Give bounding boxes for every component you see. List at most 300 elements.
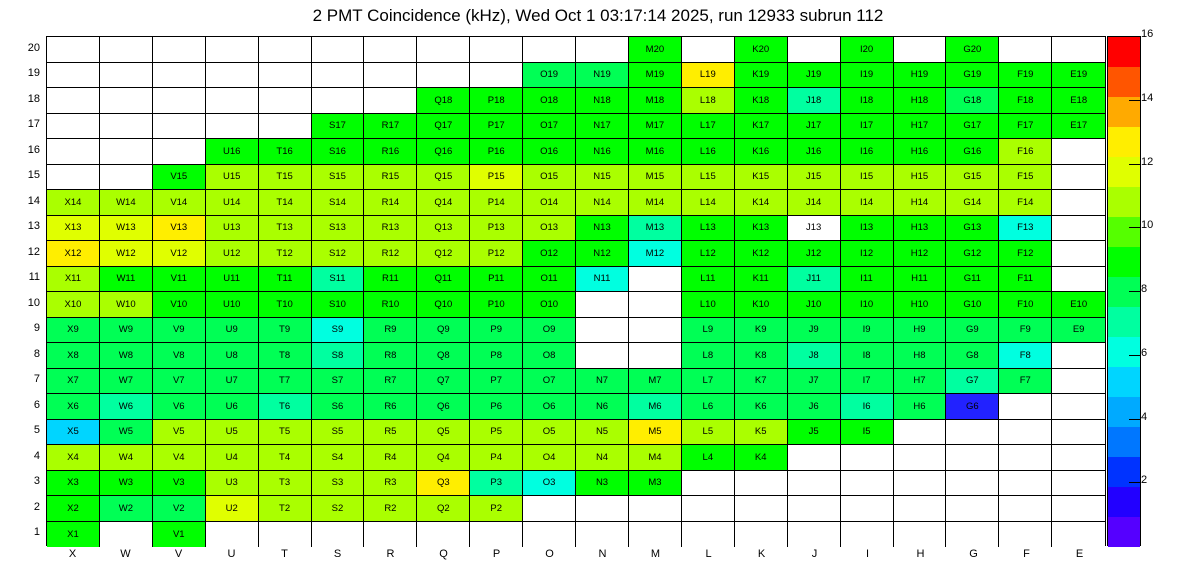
heatmap-cell bbox=[206, 88, 259, 114]
heatmap-cell-label: J8 bbox=[808, 349, 819, 361]
heatmap-cell bbox=[47, 165, 100, 191]
heatmap-cell-label: W2 bbox=[118, 502, 133, 514]
heatmap-row bbox=[47, 522, 1105, 548]
heatmap-cell bbox=[735, 471, 788, 497]
heatmap-cell bbox=[47, 496, 100, 522]
heatmap-cell-label: P14 bbox=[487, 196, 505, 208]
heatmap-cell bbox=[312, 37, 365, 63]
heatmap-cell bbox=[735, 37, 788, 63]
heatmap-cell-label: U15 bbox=[222, 171, 241, 183]
heatmap-cell-label: R16 bbox=[381, 145, 400, 157]
heatmap-cell bbox=[364, 522, 417, 548]
heatmap-cell bbox=[153, 267, 206, 293]
heatmap-cell-label: S8 bbox=[331, 349, 344, 361]
heatmap-cell-label: K19 bbox=[752, 69, 770, 81]
heatmap-cell-label: V2 bbox=[172, 502, 185, 514]
heatmap-cell-label: W8 bbox=[118, 349, 133, 361]
heatmap-cell bbox=[999, 139, 1052, 165]
heatmap-cell bbox=[312, 114, 365, 140]
x-axis-tick-label: N bbox=[598, 548, 607, 560]
heatmap-cell bbox=[312, 522, 365, 548]
heatmap-cell-label: U2 bbox=[225, 502, 238, 514]
heatmap-cell bbox=[841, 318, 894, 344]
heatmap-cell bbox=[999, 496, 1052, 522]
heatmap-cell bbox=[47, 394, 100, 420]
heatmap-cell bbox=[312, 496, 365, 522]
colorbar-tick-mark bbox=[1129, 419, 1141, 420]
heatmap-cell-label: H9 bbox=[913, 324, 926, 336]
heatmap-row bbox=[47, 241, 1105, 267]
heatmap-cell-label: I18 bbox=[859, 94, 874, 106]
heatmap-cell-label: J6 bbox=[808, 400, 819, 412]
heatmap-cell bbox=[999, 292, 1052, 318]
heatmap-cell bbox=[470, 522, 523, 548]
heatmap-cell bbox=[1052, 420, 1105, 446]
heatmap-cell-label: T9 bbox=[279, 324, 291, 336]
heatmap-row bbox=[47, 88, 1105, 114]
heatmap-cell bbox=[153, 292, 206, 318]
heatmap-cell bbox=[735, 267, 788, 293]
heatmap-cell bbox=[788, 114, 841, 140]
heatmap-cell-label: Q17 bbox=[434, 120, 453, 132]
heatmap-cell bbox=[894, 139, 947, 165]
heatmap-cell bbox=[576, 292, 629, 318]
colorbar-tick-label: 4 bbox=[1141, 410, 1148, 423]
heatmap-cell bbox=[576, 190, 629, 216]
colorbar-segment bbox=[1108, 307, 1140, 337]
heatmap-cell bbox=[735, 190, 788, 216]
heatmap-cell-label: S6 bbox=[331, 400, 344, 412]
heatmap-cell bbox=[523, 37, 576, 63]
heatmap-row bbox=[47, 139, 1105, 165]
y-axis-tick-label: 16 bbox=[27, 143, 40, 156]
heatmap-cell bbox=[206, 216, 259, 242]
heatmap-cell bbox=[629, 88, 682, 114]
heatmap-cell-label: X11 bbox=[64, 273, 82, 285]
heatmap-cell bbox=[576, 471, 629, 497]
heatmap-cell-label: H11 bbox=[911, 273, 928, 285]
heatmap-cell bbox=[417, 445, 470, 471]
heatmap-cell bbox=[100, 343, 153, 369]
heatmap-cell bbox=[894, 522, 947, 548]
heatmap-cell bbox=[417, 292, 470, 318]
heatmap-cell-label: J19 bbox=[805, 69, 822, 81]
heatmap-cell bbox=[788, 343, 841, 369]
heatmap-cell-label: W9 bbox=[118, 324, 133, 336]
heatmap-cell bbox=[946, 267, 999, 293]
heatmap-cell-label: S13 bbox=[329, 222, 346, 234]
heatmap-cell bbox=[788, 139, 841, 165]
heatmap-cell bbox=[206, 369, 259, 395]
heatmap-cell bbox=[206, 318, 259, 344]
heatmap-cell-label: S16 bbox=[329, 145, 346, 157]
heatmap-cell bbox=[1052, 88, 1105, 114]
heatmap-cell-label: G11 bbox=[963, 273, 981, 285]
heatmap-cell-label: F17 bbox=[1017, 120, 1034, 132]
heatmap-cell-label: Q5 bbox=[436, 426, 450, 438]
y-axis-tick-label: 18 bbox=[27, 92, 40, 105]
heatmap-cell bbox=[788, 292, 841, 318]
x-axis-tick-label: T bbox=[281, 548, 288, 560]
heatmap-cell bbox=[788, 267, 841, 293]
heatmap-cell-label: L16 bbox=[699, 145, 716, 157]
x-axis-tick-label: X bbox=[68, 548, 77, 560]
heatmap-cell bbox=[946, 37, 999, 63]
heatmap-cell-label: K6 bbox=[754, 400, 767, 412]
heatmap-cell-label: W3 bbox=[118, 477, 133, 489]
heatmap-cell bbox=[682, 292, 735, 318]
heatmap-cell bbox=[841, 394, 894, 420]
heatmap-cell-label: O7 bbox=[542, 375, 556, 387]
heatmap-cell bbox=[312, 63, 365, 89]
heatmap-cell bbox=[417, 37, 470, 63]
colorbar-tick-label: 2 bbox=[1141, 474, 1148, 487]
heatmap-row bbox=[47, 369, 1105, 395]
heatmap-cell-label: K20 bbox=[752, 43, 770, 55]
heatmap-cell-label: L4 bbox=[702, 451, 714, 463]
heatmap-cell bbox=[153, 88, 206, 114]
colorbar-tick-mark bbox=[1129, 227, 1141, 228]
heatmap-cell bbox=[523, 63, 576, 89]
heatmap-cell-label: V5 bbox=[172, 426, 185, 438]
heatmap-cell bbox=[1052, 369, 1105, 395]
heatmap-cell bbox=[682, 88, 735, 114]
heatmap-cell bbox=[312, 139, 365, 165]
heatmap-cell-label: P16 bbox=[487, 145, 505, 157]
heatmap-cell bbox=[1052, 267, 1105, 293]
heatmap-cell bbox=[946, 292, 999, 318]
heatmap-cell-label: Q16 bbox=[434, 145, 453, 157]
heatmap-cell bbox=[312, 420, 365, 446]
heatmap-cell-label: R7 bbox=[384, 375, 397, 387]
heatmap-cell bbox=[100, 496, 153, 522]
heatmap-cell-label: P2 bbox=[490, 502, 503, 514]
heatmap-cell bbox=[999, 394, 1052, 420]
heatmap-cell bbox=[47, 190, 100, 216]
heatmap-cell-label: P6 bbox=[490, 400, 503, 412]
heatmap-cell bbox=[206, 139, 259, 165]
heatmap-cell bbox=[312, 88, 365, 114]
heatmap-cell bbox=[894, 63, 947, 89]
heatmap-cell bbox=[841, 369, 894, 395]
heatmap-cell bbox=[894, 496, 947, 522]
heatmap-cell-label: O14 bbox=[540, 196, 559, 208]
heatmap-cell bbox=[153, 394, 206, 420]
heatmap-cell bbox=[788, 216, 841, 242]
heatmap-cell-label: P11 bbox=[488, 273, 505, 285]
heatmap-cell-label: W4 bbox=[118, 451, 133, 463]
heatmap-cell bbox=[946, 114, 999, 140]
heatmap-cell bbox=[470, 420, 523, 446]
heatmap-cell bbox=[1052, 139, 1105, 165]
heatmap-cell-label: K16 bbox=[752, 145, 770, 157]
heatmap-cell bbox=[153, 496, 206, 522]
heatmap-cell bbox=[470, 114, 523, 140]
heatmap-cell bbox=[682, 190, 735, 216]
heatmap-cell-label: O3 bbox=[542, 477, 556, 489]
heatmap-cell bbox=[946, 241, 999, 267]
heatmap-cell-label: O16 bbox=[540, 145, 559, 157]
heatmap-cell bbox=[364, 394, 417, 420]
heatmap-cell-label: X14 bbox=[64, 196, 82, 208]
heatmap-cell bbox=[735, 114, 788, 140]
heatmap-row bbox=[47, 343, 1105, 369]
heatmap-cell-label: J7 bbox=[808, 375, 819, 387]
heatmap-cell-label: W14 bbox=[116, 196, 136, 208]
heatmap-cell-label: O4 bbox=[542, 451, 556, 463]
heatmap-cell-label: P13 bbox=[487, 222, 505, 234]
heatmap-cell-label: Q6 bbox=[436, 400, 450, 412]
colorbar-segment bbox=[1108, 247, 1140, 277]
heatmap-cell bbox=[999, 420, 1052, 446]
heatmap-cell bbox=[1052, 394, 1105, 420]
heatmap-row bbox=[47, 190, 1105, 216]
heatmap-cell bbox=[523, 216, 576, 242]
heatmap-cell bbox=[523, 241, 576, 267]
heatmap-cell-label: Q9 bbox=[436, 324, 450, 336]
heatmap-cell bbox=[100, 292, 153, 318]
heatmap-cell-label: V14 bbox=[170, 196, 188, 208]
heatmap-cell-label: V4 bbox=[172, 451, 185, 463]
y-axis-tick-label: 10 bbox=[27, 296, 40, 309]
heatmap-cell-label: U9 bbox=[225, 324, 238, 336]
heatmap-cell bbox=[312, 267, 365, 293]
heatmap-cell bbox=[946, 420, 999, 446]
heatmap-cell bbox=[735, 420, 788, 446]
heatmap-cell-label: K18 bbox=[752, 94, 770, 106]
heatmap-cell-label: M15 bbox=[645, 171, 665, 183]
heatmap-cell bbox=[523, 88, 576, 114]
heatmap-cell bbox=[629, 394, 682, 420]
heatmap-cell-label: I9 bbox=[862, 324, 871, 336]
heatmap-cell bbox=[894, 292, 947, 318]
heatmap-cell-label: M3 bbox=[648, 477, 662, 489]
heatmap-cell bbox=[259, 369, 312, 395]
heatmap-cell-label: J11 bbox=[806, 273, 821, 285]
heatmap-row bbox=[47, 37, 1105, 63]
heatmap-cell bbox=[259, 63, 312, 89]
heatmap-cell bbox=[312, 471, 365, 497]
heatmap-cell-label: P7 bbox=[490, 375, 503, 387]
heatmap-cell-label: F13 bbox=[1017, 222, 1034, 234]
heatmap-cell-label: G13 bbox=[963, 222, 982, 234]
heatmap-cell bbox=[523, 292, 576, 318]
heatmap-cell bbox=[153, 63, 206, 89]
heatmap-cell-label: H13 bbox=[910, 222, 929, 234]
heatmap-cell bbox=[153, 471, 206, 497]
heatmap-cell-label: R6 bbox=[384, 400, 397, 412]
heatmap-cell bbox=[153, 369, 206, 395]
heatmap-cell bbox=[841, 190, 894, 216]
heatmap-cell-label: O11 bbox=[540, 273, 558, 285]
heatmap-cell bbox=[259, 37, 312, 63]
heatmap-cell-label: F7 bbox=[1019, 375, 1031, 387]
heatmap-cell bbox=[1052, 165, 1105, 191]
heatmap-cell bbox=[523, 139, 576, 165]
heatmap-cell bbox=[47, 445, 100, 471]
colorbar-segment bbox=[1108, 487, 1140, 517]
heatmap-cell-label: E17 bbox=[1070, 120, 1088, 132]
heatmap-cell-label: N16 bbox=[593, 145, 611, 157]
heatmap-cell-label: S14 bbox=[329, 196, 346, 208]
heatmap-cell bbox=[206, 522, 259, 548]
heatmap-cell-label: W13 bbox=[116, 222, 136, 234]
x-axis-tick-label: U bbox=[227, 548, 236, 560]
heatmap-cell-label: P3 bbox=[490, 477, 503, 489]
heatmap-cell-label: H17 bbox=[910, 120, 929, 132]
heatmap-cell bbox=[999, 445, 1052, 471]
heatmap-cell-label: I12 bbox=[859, 247, 874, 259]
heatmap-cell bbox=[364, 139, 417, 165]
heatmap-cell-label: W10 bbox=[116, 298, 136, 310]
heatmap-cell bbox=[523, 496, 576, 522]
heatmap-cell-label: Q4 bbox=[436, 451, 450, 463]
heatmap-cell bbox=[47, 216, 100, 242]
heatmap-cell bbox=[946, 88, 999, 114]
heatmap-cell-label: R11 bbox=[382, 273, 399, 285]
heatmap-cell bbox=[629, 114, 682, 140]
heatmap-cell bbox=[841, 114, 894, 140]
heatmap-cell-label: M4 bbox=[648, 451, 662, 463]
heatmap-cell-label: L18 bbox=[699, 94, 716, 106]
heatmap-cell-label: E19 bbox=[1070, 69, 1088, 81]
heatmap-cell bbox=[894, 241, 947, 267]
heatmap-cell-label: O12 bbox=[540, 247, 559, 259]
heatmap-cell-label: I11 bbox=[860, 273, 873, 285]
heatmap-cell-label: K12 bbox=[752, 247, 770, 259]
heatmap-cell-label: E9 bbox=[1072, 324, 1085, 336]
heatmap-cell bbox=[1052, 471, 1105, 497]
heatmap-cell bbox=[735, 88, 788, 114]
colorbar-tick-mark bbox=[1129, 355, 1141, 356]
heatmap-cell-label: L12 bbox=[699, 247, 716, 259]
heatmap-cell bbox=[682, 420, 735, 446]
heatmap-cell bbox=[417, 241, 470, 267]
heatmap-cell-label: N5 bbox=[595, 426, 609, 438]
heatmap-cell-label: H12 bbox=[910, 247, 929, 259]
heatmap-cell-label: T11 bbox=[276, 273, 293, 285]
heatmap-cell bbox=[576, 420, 629, 446]
heatmap-cell bbox=[47, 522, 100, 548]
heatmap-cell bbox=[312, 369, 365, 395]
heatmap-cell bbox=[470, 343, 523, 369]
heatmap-cell bbox=[946, 471, 999, 497]
heatmap-cell bbox=[629, 343, 682, 369]
colorbar-tick-mark bbox=[1129, 164, 1141, 165]
heatmap-cell bbox=[470, 88, 523, 114]
heatmap-cell bbox=[946, 190, 999, 216]
heatmap-cell bbox=[206, 471, 259, 497]
heatmap-cell bbox=[894, 190, 947, 216]
y-axis-tick-label: 6 bbox=[33, 398, 40, 411]
heatmap-cell bbox=[788, 496, 841, 522]
heatmap-cell bbox=[206, 190, 259, 216]
heatmap-cell-label: Q7 bbox=[436, 375, 450, 387]
heatmap-cell bbox=[946, 216, 999, 242]
heatmap-cell-label: K4 bbox=[754, 451, 767, 463]
heatmap-cell bbox=[100, 216, 153, 242]
heatmap-cell-label: P17 bbox=[487, 120, 505, 132]
heatmap-cell bbox=[153, 139, 206, 165]
heatmap-cell-label: V6 bbox=[172, 400, 185, 412]
heatmap-cell bbox=[735, 318, 788, 344]
heatmap-cell bbox=[312, 165, 365, 191]
heatmap-cell bbox=[206, 445, 259, 471]
heatmap-cell bbox=[259, 496, 312, 522]
heatmap-cell bbox=[47, 139, 100, 165]
heatmap-cell bbox=[523, 267, 576, 293]
heatmap-cell-label: K8 bbox=[754, 349, 767, 361]
heatmap-cell bbox=[47, 37, 100, 63]
heatmap-cell-label: J5 bbox=[808, 426, 819, 438]
heatmap-cell bbox=[153, 420, 206, 446]
heatmap-cell-label: P8 bbox=[490, 349, 503, 361]
heatmap-cell bbox=[100, 522, 153, 548]
heatmap-cell bbox=[206, 420, 259, 446]
heatmap-cell bbox=[1052, 292, 1105, 318]
heatmap-cell bbox=[153, 190, 206, 216]
heatmap-cell-label: P12 bbox=[487, 247, 505, 259]
y-axis-tick-label: 13 bbox=[27, 220, 40, 233]
heatmap-cell bbox=[206, 496, 259, 522]
heatmap-cell bbox=[100, 394, 153, 420]
heatmap-cell bbox=[206, 165, 259, 191]
y-axis-tick-label: 9 bbox=[33, 322, 40, 335]
heatmap-cell-label: N4 bbox=[595, 451, 609, 463]
heatmap-cell bbox=[1052, 496, 1105, 522]
x-axis-tick-label: K bbox=[757, 548, 766, 560]
heatmap-cell-label: I15 bbox=[859, 171, 874, 183]
heatmap-cell-label: V1 bbox=[172, 528, 185, 540]
heatmap-cell-label: J18 bbox=[805, 94, 822, 106]
heatmap-cell-label: V15 bbox=[170, 171, 188, 183]
heatmap-cell bbox=[312, 292, 365, 318]
heatmap-cell-label: R2 bbox=[384, 502, 397, 514]
heatmap-cell-label: G19 bbox=[963, 69, 982, 81]
x-axis-tick-label: W bbox=[120, 548, 131, 560]
heatmap-cell bbox=[629, 139, 682, 165]
heatmap-row bbox=[47, 165, 1105, 191]
heatmap-cell-label: X13 bbox=[64, 222, 82, 234]
heatmap-cell bbox=[946, 318, 999, 344]
heatmap-cell bbox=[1052, 445, 1105, 471]
heatmap-cell bbox=[735, 63, 788, 89]
heatmap-cell-label: O19 bbox=[540, 69, 559, 81]
heatmap-cell-label: X8 bbox=[67, 349, 79, 361]
heatmap-cell bbox=[735, 445, 788, 471]
heatmap-cell-label: R17 bbox=[381, 120, 400, 132]
heatmap-cell-label: L11 bbox=[700, 273, 716, 285]
heatmap-cell bbox=[894, 369, 947, 395]
heatmap-cell bbox=[417, 496, 470, 522]
heatmap-cell bbox=[682, 216, 735, 242]
heatmap-cell bbox=[364, 292, 417, 318]
heatmap-cell-label: G9 bbox=[966, 324, 979, 336]
heatmap-cell bbox=[523, 165, 576, 191]
heatmap-cell bbox=[629, 165, 682, 191]
heatmap-cell bbox=[999, 190, 1052, 216]
heatmap-cell bbox=[1052, 318, 1105, 344]
heatmap-cell-label: V13 bbox=[170, 222, 188, 234]
heatmap-cell-label: T8 bbox=[279, 349, 291, 361]
heatmap-cell bbox=[629, 445, 682, 471]
heatmap-cell bbox=[682, 114, 735, 140]
heatmap-cell bbox=[841, 165, 894, 191]
heatmap-row bbox=[47, 420, 1105, 446]
colorbar-tick-label: 10 bbox=[1141, 219, 1154, 232]
heatmap-cell bbox=[682, 267, 735, 293]
heatmap-cell-label: X5 bbox=[67, 426, 79, 438]
